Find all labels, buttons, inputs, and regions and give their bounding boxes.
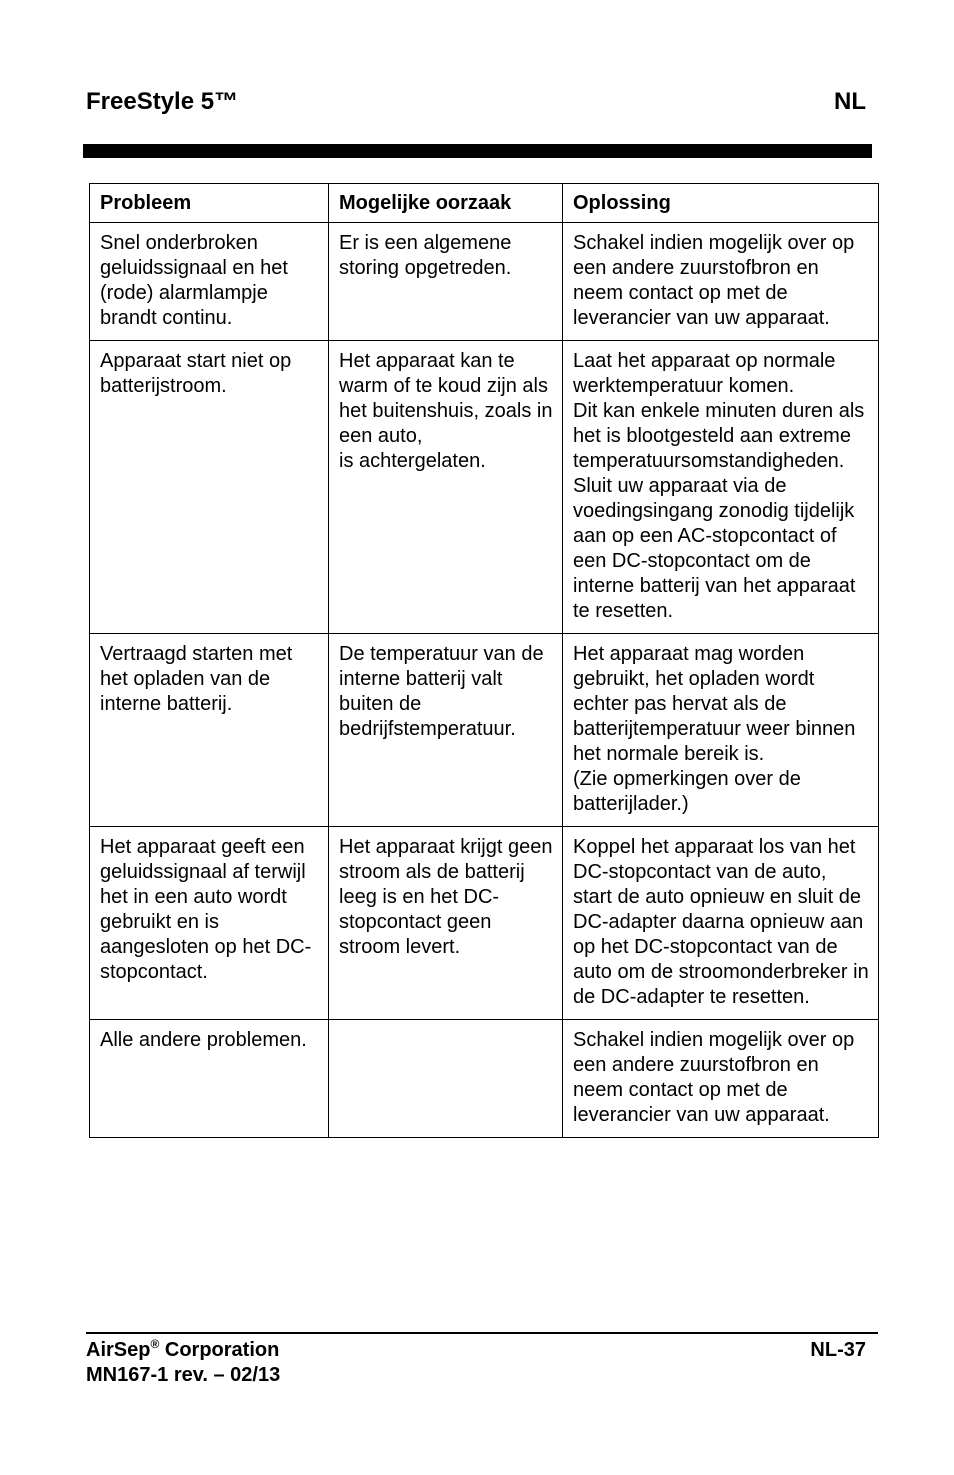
- language-code: NL: [834, 88, 866, 115]
- table-row: [90, 634, 879, 827]
- document-revision: MN167-1 rev. – 02/13: [86, 1364, 281, 1386]
- problem-cell: Apparaat start niet op batterijstroom.: [90, 341, 329, 634]
- company-line: [86, 1338, 280, 1363]
- column-header-probleem: Probleem: [90, 184, 329, 223]
- troubleshooting-table: [89, 183, 879, 1138]
- problem-cell: Snel onderbroken geluidssignaal en het (rode) alarmlampje brandt continu.: [90, 223, 329, 341]
- company-name: AirSep: [86, 1339, 151, 1361]
- header-divider: [83, 144, 872, 158]
- problem-cell: Vertraagd starten met het opladen van de interne batterij.: [90, 634, 329, 827]
- cause-cell: De temperatuur van de interne batterij valt buiten de bedrijfstemperatuur.: [329, 634, 563, 827]
- column-header-oplossing: Oplossing: [563, 184, 879, 223]
- footer-divider: [86, 1332, 878, 1334]
- solution-cell: Laat het apparaat op normale werktemperatuur komen. Dit kan enkele minuten duren als het is blootgesteld aan extreme temperatuursomstandigheden. Sluit uw apparaat via de voedingsingang zonodig tijdelijk aan op een AC-stopcontact of een DC-stopcontact om de interne batterij van het apparaat te resetten.: [563, 341, 879, 634]
- company-suffix: Corporation: [159, 1339, 280, 1361]
- cause-cell: [329, 1020, 563, 1138]
- table-header-row: [90, 184, 879, 223]
- table-row: [90, 1020, 879, 1138]
- problem-cell: Alle andere problemen.: [90, 1020, 329, 1138]
- problem-cell: Het apparaat geeft een geluidssignaal af terwijl het in een auto wordt gebruikt en is aangesloten op het DC-stopcontact.: [90, 827, 329, 1020]
- cause-cell: Er is een algemene storing opgetreden.: [329, 223, 563, 341]
- page-number: NL-37: [810, 1339, 866, 1361]
- cause-cell: Het apparaat kan te warm of te koud zijn als het buitenshuis, zoals in een auto, is achtergelaten.: [329, 341, 563, 634]
- document-title: FreeStyle 5™: [86, 88, 239, 115]
- cause-cell: Het apparaat krijgt geen stroom als de batterij leeg is en het DC-stopcontact geen stroom levert.: [329, 827, 563, 1020]
- solution-cell: Schakel indien mogelijk over op een andere zuurstofbron en neem contact op met de leverancier van uw apparaat.: [563, 223, 879, 341]
- solution-cell: Koppel het apparaat los van het DC-stopcontact van de auto, start de auto opnieuw en sluit de DC-adapter daarna opnieuw aan op het DC-stopcontact van de auto om de stroomonderbreker in de DC-adapter te resetten.: [563, 827, 879, 1020]
- column-header-oorzaak: Mogelijke oorzaak: [329, 184, 563, 223]
- table-row: [90, 827, 879, 1020]
- table-row: [90, 223, 879, 341]
- solution-cell: Het apparaat mag worden gebruikt, het opladen wordt echter pas hervat als de batterijtemperatuur weer binnen het normale bereik is. (Zie opmerkingen over de batterijlader.): [563, 634, 879, 827]
- solution-cell: Schakel indien mogelijk over op een andere zuurstofbron en neem contact op met de leverancier van uw apparaat.: [563, 1020, 879, 1138]
- registered-mark: ®: [150, 1337, 160, 1351]
- table-row: [90, 341, 879, 634]
- footer-company-info: [86, 1338, 280, 1388]
